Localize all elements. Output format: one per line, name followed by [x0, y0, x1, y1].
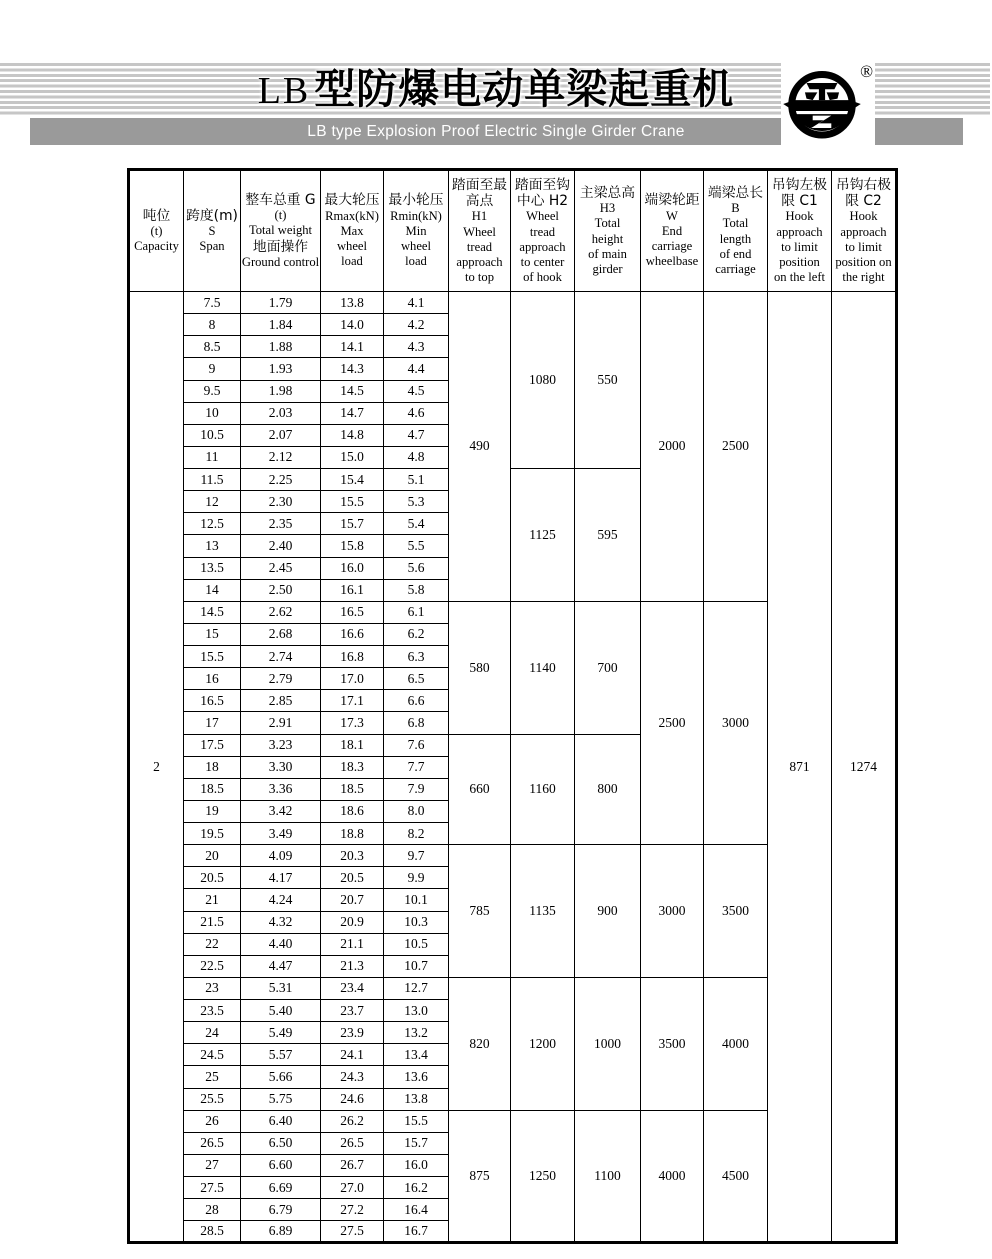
span-cell: 15 — [184, 623, 241, 645]
rmax-cell: 13.8 — [321, 292, 384, 314]
rmin-cell: 10.3 — [384, 911, 449, 933]
rmin-cell: 13.8 — [384, 1088, 449, 1110]
rmin-cell: 7.9 — [384, 778, 449, 800]
span-cell: 10 — [184, 402, 241, 424]
total-weight-cell: 6.89 — [241, 1221, 321, 1243]
total-weight-cell: 2.91 — [241, 712, 321, 734]
rmax-cell: 16.1 — [321, 579, 384, 601]
rmax-cell: 18.5 — [321, 778, 384, 800]
span-cell: 18.5 — [184, 778, 241, 800]
rmax-cell: 24.1 — [321, 1044, 384, 1066]
w-cell: 2500 — [641, 601, 704, 844]
span-cell: 25.5 — [184, 1088, 241, 1110]
rmax-cell: 15.8 — [321, 535, 384, 557]
b-cell: 3500 — [704, 845, 768, 978]
w-cell: 2000 — [641, 292, 704, 602]
rmin-cell: 5.3 — [384, 491, 449, 513]
total-weight-cell: 5.40 — [241, 1000, 321, 1022]
total-weight-cell: 4.17 — [241, 867, 321, 889]
c1-cell: 871 — [768, 292, 832, 1243]
total-weight-cell: 2.07 — [241, 424, 321, 446]
span-cell: 17.5 — [184, 734, 241, 756]
h2-cell: 1250 — [511, 1110, 575, 1243]
total-weight-cell: 2.74 — [241, 646, 321, 668]
h1-cell: 875 — [449, 1110, 511, 1243]
total-weight-cell: 1.93 — [241, 358, 321, 380]
total-weight-cell: 3.36 — [241, 778, 321, 800]
total-weight-cell: 1.84 — [241, 314, 321, 336]
span-cell: 14 — [184, 579, 241, 601]
h2-cell: 1080 — [511, 292, 575, 469]
rmax-cell: 21.1 — [321, 933, 384, 955]
rmax-cell: 16.6 — [321, 623, 384, 645]
rmin-cell: 15.7 — [384, 1132, 449, 1154]
column-header-h3: 主梁总高 H3 Total height of main girder — [575, 170, 641, 292]
rmax-cell: 15.4 — [321, 469, 384, 491]
span-cell: 13.5 — [184, 557, 241, 579]
rmin-cell: 16.0 — [384, 1154, 449, 1176]
span-cell: 11 — [184, 446, 241, 468]
rmin-cell: 6.5 — [384, 668, 449, 690]
h3-cell: 700 — [575, 601, 641, 734]
total-weight-cell: 6.79 — [241, 1199, 321, 1221]
total-weight-cell: 6.40 — [241, 1110, 321, 1132]
span-cell: 15.5 — [184, 646, 241, 668]
b-cell: 4000 — [704, 977, 768, 1110]
span-cell: 12.5 — [184, 513, 241, 535]
total-weight-cell: 2.35 — [241, 513, 321, 535]
rmax-cell: 23.9 — [321, 1022, 384, 1044]
rmax-cell: 21.3 — [321, 955, 384, 977]
registered-trademark: ® — [860, 62, 873, 81]
rmax-cell: 16.0 — [321, 557, 384, 579]
rmax-cell: 14.1 — [321, 336, 384, 358]
span-cell: 11.5 — [184, 469, 241, 491]
rmin-cell: 10.1 — [384, 889, 449, 911]
total-weight-cell: 2.50 — [241, 579, 321, 601]
rmin-cell: 6.1 — [384, 601, 449, 623]
brand-logo — [781, 58, 875, 150]
rmin-cell: 4.1 — [384, 292, 449, 314]
total-weight-cell: 1.88 — [241, 336, 321, 358]
b-cell: 3000 — [704, 601, 768, 844]
c2-cell: 1274 — [832, 292, 897, 1243]
rmin-cell: 16.7 — [384, 1221, 449, 1243]
rmax-cell: 17.0 — [321, 668, 384, 690]
w-cell: 3500 — [641, 977, 704, 1110]
span-cell: 21 — [184, 889, 241, 911]
rmin-cell: 10.7 — [384, 955, 449, 977]
span-cell: 20 — [184, 845, 241, 867]
rmax-cell: 24.3 — [321, 1066, 384, 1088]
span-cell: 9 — [184, 358, 241, 380]
span-cell: 27 — [184, 1154, 241, 1176]
rmin-cell: 7.6 — [384, 734, 449, 756]
span-cell: 22.5 — [184, 955, 241, 977]
total-weight-cell: 2.30 — [241, 491, 321, 513]
column-header-rmin: 最小轮压 Rmin(kN) Min wheel load — [384, 170, 449, 292]
h2-cell: 1135 — [511, 845, 575, 978]
rmax-cell: 16.5 — [321, 601, 384, 623]
rmin-cell: 4.8 — [384, 446, 449, 468]
h3-cell: 900 — [575, 845, 641, 978]
rmax-cell: 14.3 — [321, 358, 384, 380]
h2-cell: 1200 — [511, 977, 575, 1110]
rmax-cell: 23.7 — [321, 1000, 384, 1022]
rmin-cell: 10.5 — [384, 933, 449, 955]
total-weight-cell: 2.25 — [241, 469, 321, 491]
rmax-cell: 20.3 — [321, 845, 384, 867]
rmin-cell: 16.4 — [384, 1199, 449, 1221]
column-header-c2: 吊钩右极 限 C2 Hook approach to limit position on the right — [832, 170, 897, 292]
h2-cell: 1140 — [511, 601, 575, 734]
b-cell: 4500 — [704, 1110, 768, 1243]
rmax-cell: 20.9 — [321, 911, 384, 933]
column-header-span: 跨度(m) S Span — [184, 170, 241, 292]
span-cell: 23 — [184, 977, 241, 999]
rmin-cell: 6.8 — [384, 712, 449, 734]
h2-cell: 1160 — [511, 734, 575, 845]
total-weight-cell: 2.40 — [241, 535, 321, 557]
crane-spec-table — [127, 168, 898, 1244]
rmin-cell: 16.2 — [384, 1177, 449, 1199]
total-weight-cell: 4.32 — [241, 911, 321, 933]
total-weight-cell: 6.50 — [241, 1132, 321, 1154]
span-cell: 7.5 — [184, 292, 241, 314]
h3-cell: 550 — [575, 292, 641, 469]
total-weight-cell: 2.12 — [241, 446, 321, 468]
rmax-cell: 27.5 — [321, 1221, 384, 1243]
rmax-cell: 23.4 — [321, 977, 384, 999]
rmax-cell: 15.5 — [321, 491, 384, 513]
total-weight-cell: 2.85 — [241, 690, 321, 712]
h1-cell: 580 — [449, 601, 511, 734]
span-cell: 28 — [184, 1199, 241, 1221]
h1-cell: 785 — [449, 845, 511, 978]
rmin-cell: 4.4 — [384, 358, 449, 380]
rmax-cell: 24.6 — [321, 1088, 384, 1110]
rmax-cell: 27.0 — [321, 1177, 384, 1199]
rmax-cell: 14.5 — [321, 380, 384, 402]
title-prefix: LB — [257, 70, 311, 112]
span-cell: 12 — [184, 491, 241, 513]
rmax-cell: 14.7 — [321, 402, 384, 424]
column-header-c1: 吊钩左极 限 C1 Hook approach to limit position on the left — [768, 170, 832, 292]
total-weight-cell: 4.24 — [241, 889, 321, 911]
total-weight-cell: 2.62 — [241, 601, 321, 623]
span-cell: 8 — [184, 314, 241, 336]
rmax-cell: 15.7 — [321, 513, 384, 535]
title-chinese: 型防爆电动单梁起重机 — [314, 65, 735, 113]
column-header-capacity: 吨位 (t) Capacity — [129, 170, 184, 292]
rmin-cell: 13.4 — [384, 1044, 449, 1066]
span-cell: 18 — [184, 756, 241, 778]
total-weight-cell: 2.68 — [241, 623, 321, 645]
page-subtitle: LB type Explosion Proof Electric Single Girder Crane — [307, 123, 685, 140]
rmax-cell: 16.8 — [321, 646, 384, 668]
column-header-w: 端梁轮距 W End carriage wheelbase — [641, 170, 704, 292]
column-header-h2: 踏面至钩 中心 H2 Wheel tread approach to center of hook — [511, 170, 575, 292]
total-weight-cell: 5.57 — [241, 1044, 321, 1066]
total-weight-cell: 1.79 — [241, 292, 321, 314]
rmin-cell: 6.6 — [384, 690, 449, 712]
total-weight-cell: 2.45 — [241, 557, 321, 579]
total-weight-cell: 2.79 — [241, 668, 321, 690]
h3-cell: 1100 — [575, 1110, 641, 1243]
total-weight-cell: 3.42 — [241, 800, 321, 822]
rmin-cell: 13.0 — [384, 1000, 449, 1022]
rmin-cell: 5.8 — [384, 579, 449, 601]
span-cell: 28.5 — [184, 1221, 241, 1243]
span-cell: 16 — [184, 668, 241, 690]
rmin-cell: 6.2 — [384, 623, 449, 645]
span-cell: 24.5 — [184, 1044, 241, 1066]
rmin-cell: 5.1 — [384, 469, 449, 491]
brand-logo-icon — [783, 66, 861, 142]
rmin-cell: 4.3 — [384, 336, 449, 358]
total-weight-cell: 3.49 — [241, 823, 321, 845]
total-weight-cell: 5.66 — [241, 1066, 321, 1088]
rmax-cell: 27.2 — [321, 1199, 384, 1221]
span-cell: 17 — [184, 712, 241, 734]
w-cell: 4000 — [641, 1110, 704, 1243]
span-cell: 26 — [184, 1110, 241, 1132]
total-weight-cell: 5.49 — [241, 1022, 321, 1044]
span-cell: 13 — [184, 535, 241, 557]
span-cell: 20.5 — [184, 867, 241, 889]
total-weight-cell: 6.60 — [241, 1154, 321, 1176]
h1-cell: 660 — [449, 734, 511, 845]
header-row — [129, 170, 897, 292]
span-cell: 22 — [184, 933, 241, 955]
total-weight-cell: 5.31 — [241, 977, 321, 999]
total-weight-cell: 3.30 — [241, 756, 321, 778]
rmax-cell: 26.7 — [321, 1154, 384, 1176]
rmax-cell: 14.8 — [321, 424, 384, 446]
span-cell: 19 — [184, 800, 241, 822]
rmax-cell: 18.8 — [321, 823, 384, 845]
column-header-rmax: 最大轮压 Rmax(kN) Max wheel load — [321, 170, 384, 292]
span-cell: 25 — [184, 1066, 241, 1088]
h2-cell: 1125 — [511, 469, 575, 602]
column-header-h1: 踏面至最 高点 H1 Wheel tread approach to top — [449, 170, 511, 292]
h3-cell: 595 — [575, 469, 641, 602]
rmin-cell: 7.7 — [384, 756, 449, 778]
column-header-total-weight: 整车总重 G (t) Total weight 地面操作 Ground control — [241, 170, 321, 292]
span-cell: 26.5 — [184, 1132, 241, 1154]
rmin-cell: 13.2 — [384, 1022, 449, 1044]
rmax-cell: 26.2 — [321, 1110, 384, 1132]
rmax-cell: 26.5 — [321, 1132, 384, 1154]
span-cell: 21.5 — [184, 911, 241, 933]
rmin-cell: 8.0 — [384, 800, 449, 822]
rmin-cell: 9.9 — [384, 867, 449, 889]
rmin-cell: 6.3 — [384, 646, 449, 668]
rmin-cell: 5.5 — [384, 535, 449, 557]
rmin-cell: 4.6 — [384, 402, 449, 424]
total-weight-cell: 5.75 — [241, 1088, 321, 1110]
table-row — [129, 292, 897, 314]
rmax-cell: 20.5 — [321, 867, 384, 889]
total-weight-cell: 6.69 — [241, 1177, 321, 1199]
span-cell: 24 — [184, 1022, 241, 1044]
span-cell: 8.5 — [184, 336, 241, 358]
span-cell: 23.5 — [184, 1000, 241, 1022]
rmax-cell: 18.3 — [321, 756, 384, 778]
total-weight-cell: 4.47 — [241, 955, 321, 977]
h1-cell: 820 — [449, 977, 511, 1110]
h1-cell: 490 — [449, 292, 511, 602]
rmin-cell: 4.5 — [384, 380, 449, 402]
rmin-cell: 15.5 — [384, 1110, 449, 1132]
total-weight-cell: 4.09 — [241, 845, 321, 867]
rmax-cell: 17.3 — [321, 712, 384, 734]
span-cell: 9.5 — [184, 380, 241, 402]
total-weight-cell: 3.23 — [241, 734, 321, 756]
span-cell: 16.5 — [184, 690, 241, 712]
w-cell: 3000 — [641, 845, 704, 978]
rmax-cell: 18.6 — [321, 800, 384, 822]
rmin-cell: 5.4 — [384, 513, 449, 535]
rmin-cell: 4.7 — [384, 424, 449, 446]
total-weight-cell: 2.03 — [241, 402, 321, 424]
h3-cell: 800 — [575, 734, 641, 845]
rmin-cell: 9.7 — [384, 845, 449, 867]
span-cell: 14.5 — [184, 601, 241, 623]
span-cell: 19.5 — [184, 823, 241, 845]
span-cell: 10.5 — [184, 424, 241, 446]
column-header-b: 端梁总长 B Total length of end carriage — [704, 170, 768, 292]
rmax-cell: 20.7 — [321, 889, 384, 911]
rmin-cell: 12.7 — [384, 977, 449, 999]
h3-cell: 1000 — [575, 977, 641, 1110]
rmin-cell: 4.2 — [384, 314, 449, 336]
total-weight-cell: 4.40 — [241, 933, 321, 955]
rmin-cell: 8.2 — [384, 823, 449, 845]
rmin-cell: 5.6 — [384, 557, 449, 579]
span-cell: 27.5 — [184, 1177, 241, 1199]
capacity-cell: 2 — [129, 292, 184, 1243]
rmin-cell: 13.6 — [384, 1066, 449, 1088]
rmax-cell: 14.0 — [321, 314, 384, 336]
rmax-cell: 17.1 — [321, 690, 384, 712]
rmax-cell: 18.1 — [321, 734, 384, 756]
rmax-cell: 15.0 — [321, 446, 384, 468]
b-cell: 2500 — [704, 292, 768, 602]
total-weight-cell: 1.98 — [241, 380, 321, 402]
